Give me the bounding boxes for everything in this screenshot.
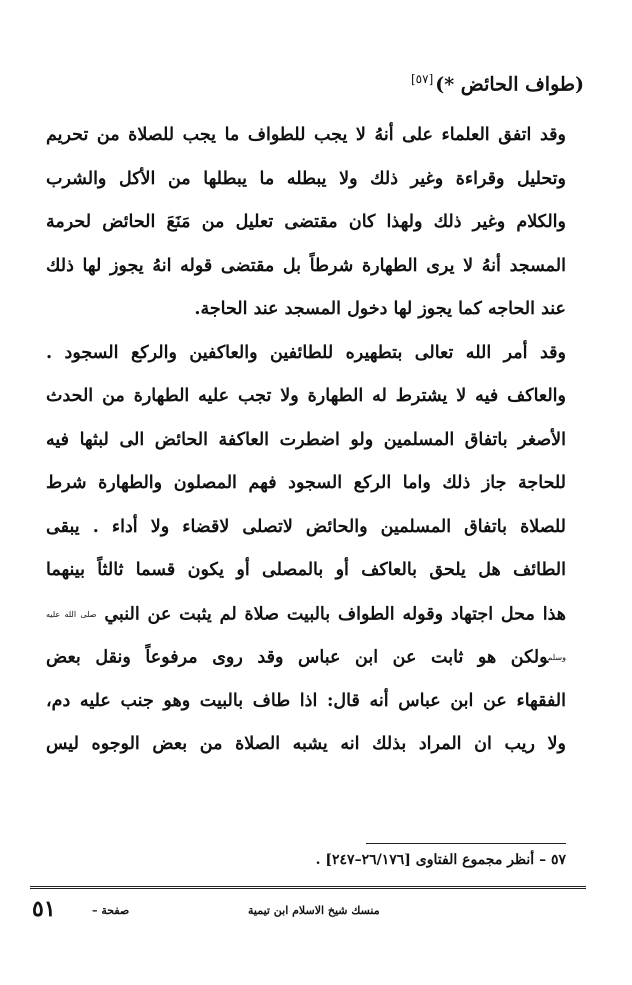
salutation-mark: وسلم — [548, 653, 566, 662]
text-line: والكلام وغير ذلك ولهذا كان مقتضى تعليل من مَنَعَ الحائض لحرمة — [46, 212, 566, 232]
text-line: وقد اتفق العلماء على أنهُ لا يجب للطواف ما يجب للصلاة من تحريم — [46, 125, 566, 145]
text-line-content: ولكن هو ثابت عن ابن عباس وقد روى مرفوعاً ونقل بعض — [46, 647, 549, 668]
text-line: الفقهاء عن ابن عباس أنه قال: اذا طاف بالبيت وهو جنب عليه دم، — [46, 690, 566, 711]
text-line: عند الحاجه كما يجوز لها دخول المسجد عند الحاجة. — [194, 299, 566, 319]
text-line: للحاجة جاز ذلك واما الركع السجود فهم المصلون والطهارة شرط — [46, 473, 566, 493]
footer-divider — [30, 886, 586, 889]
footer-book-title: منسك شيخ الاسلام ابن تيمية — [248, 904, 380, 917]
text-line: المسجد أنهُ لا يرى الطهارة شرطاً بل مقتضى قوله انهُ يجوز لها ذلك — [46, 255, 566, 276]
footnote-ref: [٥٧] — [410, 72, 434, 86]
text-line: وقد أمر الله تعالى بتطهيره للطائفين والعاكفين والركع السجود . — [46, 342, 566, 363]
text-line: ولا ريب ان المراد بذلك انه يشبه الصلاة من بعض الوجوه ليس — [46, 734, 566, 754]
text-line: للصلاة باتفاق المسلمين والحائض لاتصلى لاقضاء ولا أداء . يبقى — [46, 516, 566, 537]
heading-title: (طواف الحائض *) — [435, 73, 584, 96]
text-line: وتحليل وقراءة وغير ذلك ولا يبطله ما يبطلها من الأكل والشرب — [46, 168, 566, 189]
text-line — [46, 636, 566, 680]
salutation-mark: صلى الله عليه — [46, 609, 97, 619]
footer-page-label: صفحة – — [92, 904, 130, 917]
body-text — [46, 114, 566, 767]
page-number: ٥١ — [32, 896, 56, 922]
text-line: الأصغر باتفاق المسلمين ولو اضطرت العاكفة الحائض الى لبثها فيه — [46, 429, 566, 450]
footnote-divider — [366, 843, 566, 844]
text-line-content: هذا محل اجتهاد وقوله الطواف بالبيت صلاة لم يثبت عن النبي — [104, 603, 566, 624]
footnote: ٥٧ – أنظر مجموع الفتاوى [٢٦/١٧٦–٢٤٧] . — [315, 852, 566, 868]
text-line: الطائف هل يلحق بالعاكف أو بالمصلى أو يكون قسما ثالثاً بينهما — [46, 560, 566, 580]
text-line — [46, 593, 566, 637]
text-line: والعاكف فيه لا يشترط له الطهارة ولا تجب عليه الطهارة من الحدث — [46, 386, 566, 406]
section-heading — [411, 72, 584, 95]
